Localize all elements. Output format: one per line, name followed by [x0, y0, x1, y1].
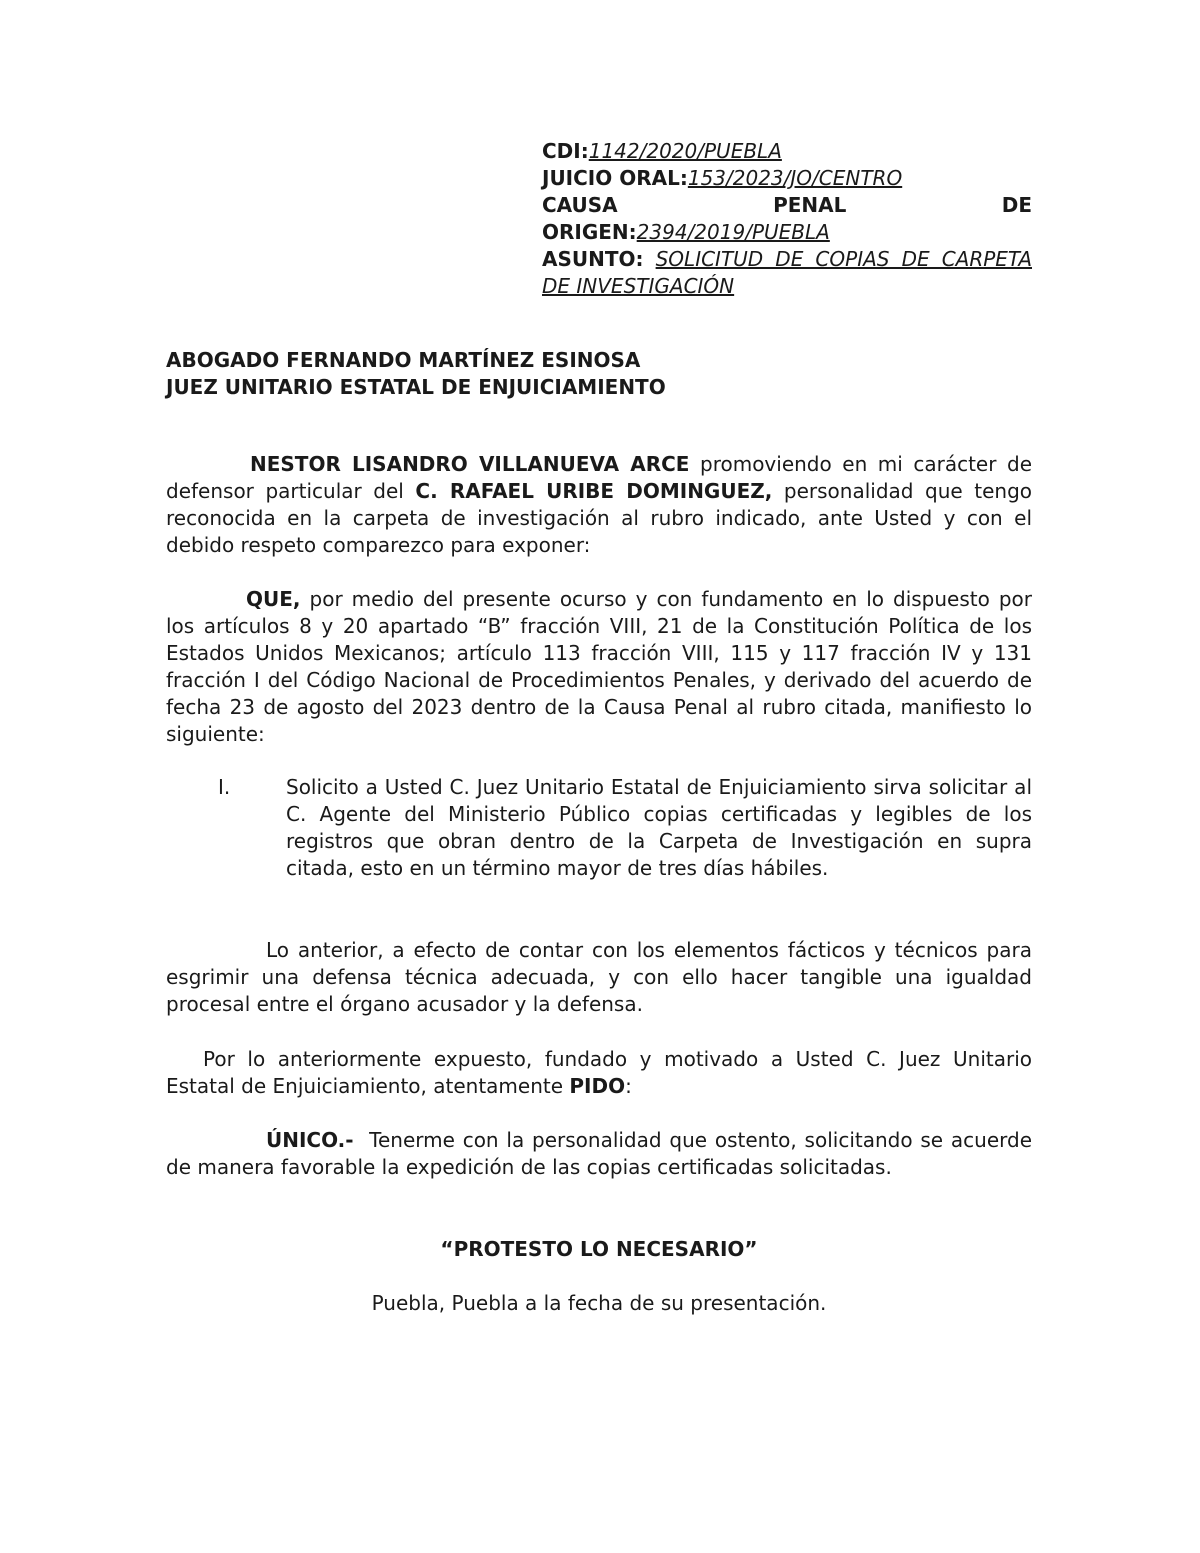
causa-word: CAUSA [542, 193, 618, 217]
juicio-label: JUICIO ORAL: [542, 166, 688, 190]
asunto-value: SOLICITUD DE COPIAS DE CARPETA DE INVESTIGACIÓN [542, 247, 1032, 298]
paragraph3-text: Lo anterior, a efecto de contar con los elementos fácticos y técnicos para esgrimir una defensa técnica adecuada, y con ello hacer tangible una igualdad procesal entre el órgano acusador y la defensa. [166, 938, 1032, 1016]
origen-value: 2394/2019/PUEBLA [636, 220, 830, 244]
paragraph1-text-a: promoviendo en mi carácter de defensor particular del [166, 452, 1033, 503]
origen-line [542, 219, 1032, 246]
recipient-block [166, 347, 666, 401]
paragraph-promovente [166, 451, 1032, 559]
cdi-line [542, 138, 1032, 165]
place-date-line: Puebla, Puebla a la fecha de su presentación. [371, 1291, 827, 1315]
juicio-value: 153/2023/JO/CENTRO [687, 166, 903, 190]
que-lead: QUE, [246, 587, 301, 611]
paragraph-lo-anterior [166, 937, 1032, 1018]
defendido-name: C. RAFAEL URIBE DOMINGUEZ, [415, 479, 773, 503]
recipient-title: JUEZ UNITARIO ESTATAL DE ENJUICIAMIENTO [166, 375, 666, 399]
case-header [542, 138, 1032, 300]
promovente-name: NESTOR LISANDRO VILLANUEVA ARCE [250, 452, 690, 476]
origen-label: ORIGEN: [542, 220, 637, 244]
de-word: DE [1001, 193, 1032, 217]
paragraph4-text: Por lo anteriormente expuesto, fundado y motivado a Usted C. Juez Unitario Estatal de Enjuiciamiento, atentamente [166, 1047, 1032, 1098]
causa-line [542, 192, 1032, 219]
asunto-line [542, 246, 1032, 300]
unico-lead: ÚNICO.- [266, 1128, 354, 1152]
cdi-value: 1142/2020/PUEBLA [588, 139, 782, 163]
recipient-name: ABOGADO FERNANDO MARTÍNEZ ESINOSA [166, 348, 641, 372]
paragraph-que [166, 586, 1032, 748]
paragraph-por-lo-anteriormente [166, 1046, 1032, 1100]
asunto-label: ASUNTO: [542, 247, 644, 271]
protesto-line: “PROTESTO LO NECESARIO” [440, 1237, 758, 1261]
juicio-line [542, 165, 1032, 192]
penal-word: PENAL [773, 193, 847, 217]
pido-word: PIDO [569, 1074, 626, 1098]
list-item [166, 774, 1032, 882]
paragraph-unico [166, 1127, 1039, 1181]
list-item-number: I. [218, 775, 231, 799]
paragraph2-text: por medio del presente ocurso y con fundamento en lo dispuesto por los artículos 8 y 20 apartado “B” fracción VIII, 21 de la Constitución Política de los Estados Unidos Mexicanos; artículo 113 fracción VIII, 115 y 117 fracción IV y 131 fracción I del Código Nacional de Procedimientos Penales, y derivado del acuerdo de fecha 23 de agosto del 2023 dentro de la Causa Penal al rubro citada, manifiesto lo siguiente: [166, 587, 1032, 746]
cdi-label: CDI: [542, 139, 589, 163]
list-item-text: Solicito a Usted C. Juez Unitario Estatal de Enjuiciamiento sirva solicitar al C. Agente del Ministerio Público copias certificadas y legibles de los registros que obran dentro de la Carpeta de Investigación en supra citada, esto en un término mayor de tres días hábiles. [286, 775, 1032, 880]
paragraph5-text: Tenerme con la personalidad que ostento, solicitando se acuerde de manera favorable la expedición de las copias certificadas solicitadas. [166, 1128, 1039, 1179]
pido-colon: : [625, 1074, 632, 1098]
paragraph1-text-b: personalidad que tengo reconocida en la carpeta de investigación al rubro indicado, ante Usted y con el debido respeto comparezco para exponer: [166, 479, 1033, 557]
petition-list [166, 774, 1032, 882]
